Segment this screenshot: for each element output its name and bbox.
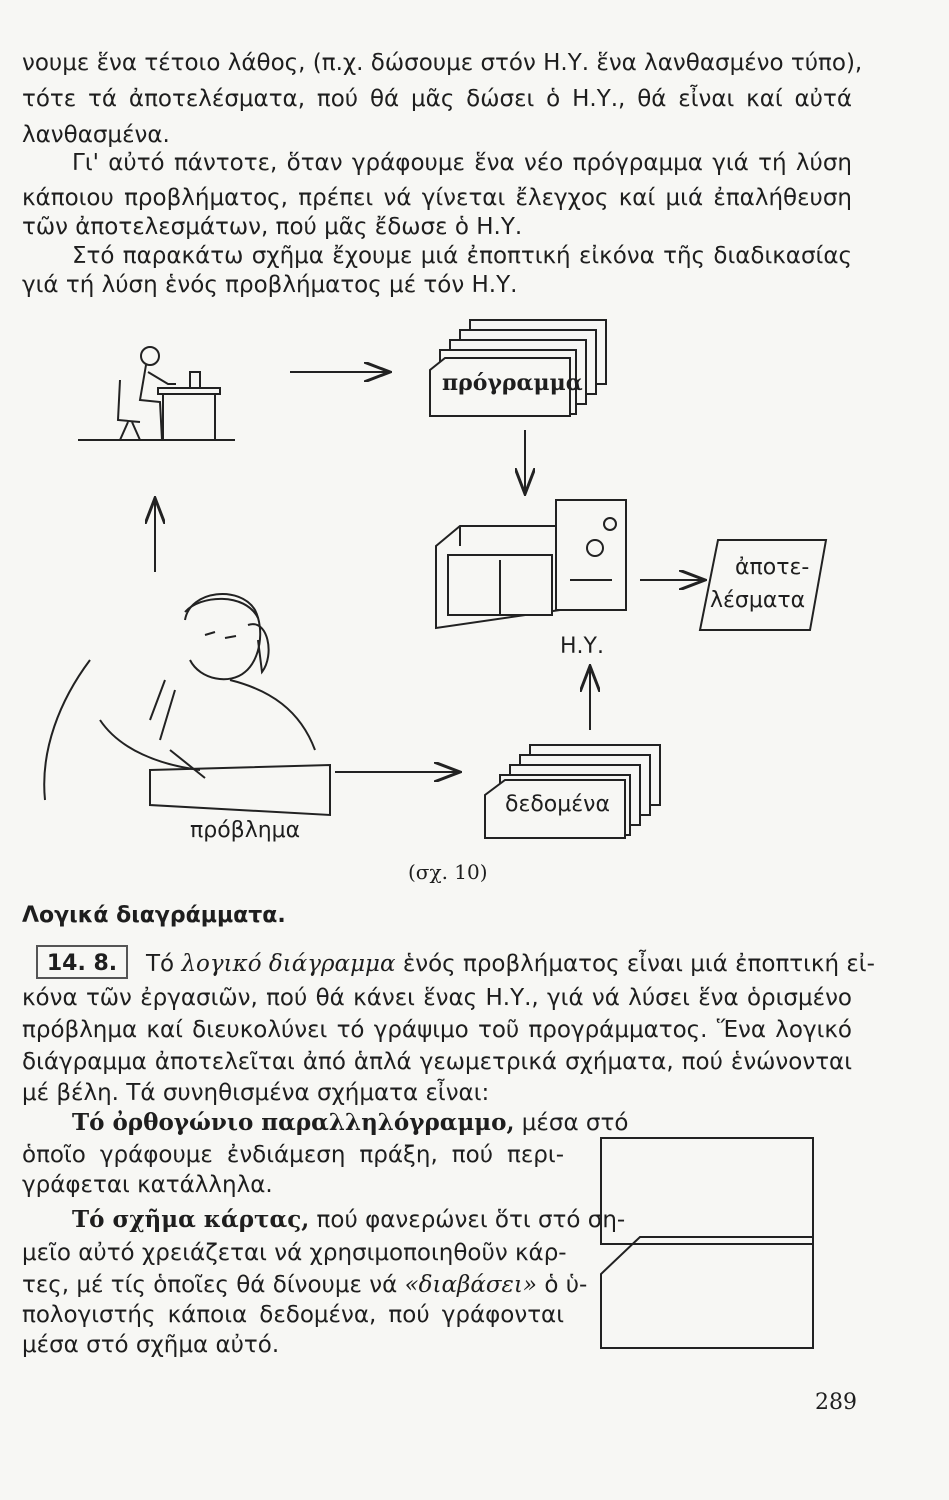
para1-line-3: πρόβλημα καί διευκολύνει τό γράψιμο τοῦ προγράμματος. Ἕνα λογικό [22,1017,852,1043]
para1-line-2: κόνα τῶν ἐργασιῶν, πού θά κάνει ἕνας Η.Υ., γιά νά λύσει ἕνα ὁρισμένο [22,985,852,1011]
intro-line-8: γιά τή λύση ἑνός προβλήματος μέ τόν Η.Υ. [22,272,518,298]
intro-line-6: τῶν ἀποτελεσμάτων, πού μᾶς ἔδωσε ὁ Η.Υ. [22,214,523,240]
programmer-at-desk-illustration [78,347,235,440]
para3-line-3 [22,1270,588,1300]
intro-line-2: τότε τά ἀποτελέσματα, πού θά μᾶς δώσει ὁ Η.Υ., θά εἶναι καί αὐτά [22,86,852,112]
para3-line-2: μεῖο αὐτό χρειάζεται νά χρησιμοποιηθοῦν κάρ- [22,1240,567,1266]
logic-diagram-term: λογικό διάγραμμα [181,951,396,977]
program-card-stack [430,320,606,416]
intro-line-7: Στό παρακάτω σχῆμα ἔχουμε μιά ἐποπτική εἰκόνα τῆς διαδικασίας [72,243,852,269]
computer-illustration [436,500,626,628]
intro-line-5: κάποιου προβλήματος, πρέπει νά γίνεται ἔλεγχος καί μιά ἐπαλήθευση [22,185,852,211]
data-label: δεδομένα [505,792,610,817]
section-heading: Λογικά διαγράμματα. [22,903,286,928]
section-number: 14. 8. [36,945,128,979]
para1-rest: ἑνός προβλήματος εἶναι μιά ἐποπτική εἰ- [402,951,875,977]
para3-line-5: μέσα στό σχῆμα αὐτό. [22,1332,280,1358]
computer-label: Η.Υ. [560,634,604,659]
page-number: 289 [815,1390,857,1415]
para3-line-3-c: ὁ ὑ- [544,1272,588,1298]
card-shape-term: Τό σχῆμα κάρτας, [72,1206,310,1233]
para3-line-1 [72,1205,626,1235]
para2-line-1 [72,1108,629,1138]
para1-line-5: μέ βέλη. Τά συνηθισμένα σχήματα εἶναι: [22,1080,490,1106]
para2-line-3: γράφεται κατάλληλα. [22,1172,273,1198]
program-label: πρόγραμμα [442,370,583,396]
rectangle-term: Τό ὀρθογώνιο παραλληλόγραμμο, [72,1109,515,1136]
para1-line-4: διάγραμμα ἀποτελεῖται ἀπό ἁπλά γεωμετρικά σχήματα, πού ἑνώνονται [22,1049,852,1075]
results-label-line-2: λέσματα [710,588,806,613]
para1-lead: Τό [146,951,175,977]
thinking-person-illustration [44,594,330,815]
para2-line-2: ὁποῖο γράφουμε ἐνδιάμεση πράξη, πού περι- [22,1142,564,1168]
read-term: «διαβάσει» [404,1272,537,1298]
intro-line-1: νουμε ἕνα τέτοιο λάθος, (π.χ. δώσουμε στόν Η.Υ. ἕνα λανθασμένο τύπο), [22,50,863,76]
results-label-line-1: ἀποτε- [735,555,810,580]
intro-line-4: Γι' αὐτό πάντοτε, ὅταν γράφουμε ἕνα νέο πρόγραμμα γιά τή λύση [72,150,852,176]
problem-label: πρόβλημα [190,818,301,843]
para1-line-1 [146,949,875,979]
para3-line-3-a: τες, μέ τίς ὁποῖες θά δίνουμε νά [22,1272,398,1298]
intro-line-3: λανθασμένα. [22,122,170,148]
para3-line-4: πολογιστής κάποια δεδομένα, πού γράφονται [22,1302,564,1328]
rectangle-shape-example [600,1137,814,1245]
para2-rest: μέσα στό [521,1110,629,1136]
figure-caption: (σχ. 10) [408,860,488,884]
process-figure [0,300,949,900]
card-shape-example [598,1234,818,1352]
results-card-shape [700,540,826,630]
para3-rest: πού φανερώνει ὅτι στό ση- [316,1207,626,1233]
